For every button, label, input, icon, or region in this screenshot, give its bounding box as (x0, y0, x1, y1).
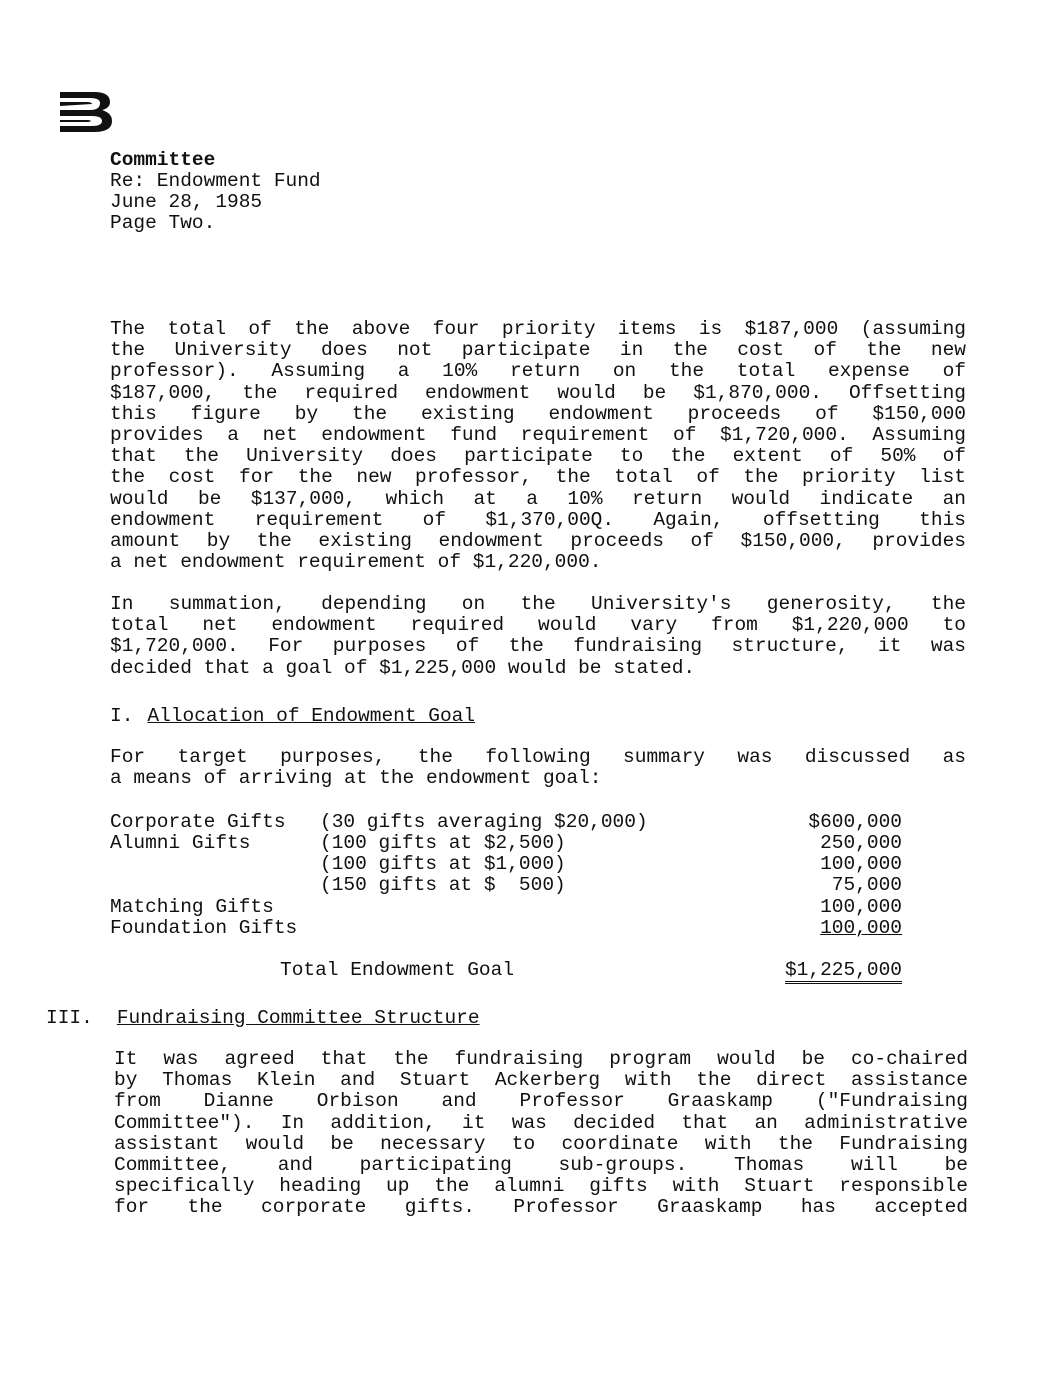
table-row-label: Foundation Gifts (110, 917, 298, 939)
table-row-label: Matching Gifts (110, 896, 274, 918)
text-line: that the University does participate to the extent of 50% of (110, 446, 966, 468)
table-row-amount: $600,000 (808, 811, 902, 833)
text-line: for the corporate gifts. Professor Graaskamp has accepted (114, 1197, 968, 1219)
paragraph-fundraising-structure (114, 1049, 968, 1219)
table-row-amount (762, 917, 902, 939)
section-title: Allocation of Endowment Goal (147, 705, 476, 727)
text-line: It was agreed that the fundraising program would be co-chaired (114, 1049, 968, 1070)
total-amount-value: $1,225,000 (785, 959, 902, 984)
section-number: III. (46, 1007, 93, 1029)
text-line: from Dianne Orbison and Professor Graaskamp ("Fundraising (114, 1091, 968, 1113)
text-line: Committee"). In addition, it was decided that an administrative (114, 1112, 968, 1134)
paragraph-summation (110, 594, 966, 679)
table-row-detail: (100 gifts at $2,500) (320, 832, 566, 854)
text-segment: would be stated. (496, 657, 696, 679)
text-line: amount by the existing endowment proceeds of $150,000, provides (110, 530, 966, 552)
text-line: this figure by the existing endowment proceeds of $150,000 (110, 403, 966, 425)
text-line: a net endowment requirement of $1,220,000. (110, 552, 602, 574)
table-row-detail: (100 gifts at $1,000) (320, 853, 566, 875)
section-title: Fundraising Committee Structure (116, 1007, 480, 1029)
section-heading-allocation (110, 705, 475, 727)
text-line: The total of the above four priority items is $187,000 (assuming (110, 319, 966, 340)
text-line: $1,720,000. For purposes of the fundraising structure, it was (110, 636, 966, 658)
text-line: by Thomas Klein and Stuart Ackerberg with the direct assistance (114, 1070, 968, 1092)
header-page: Page Two. (110, 212, 216, 234)
table-row-detail: (30 gifts averaging $20,000) (320, 811, 648, 833)
total-label: Total Endowment Goal (280, 959, 515, 981)
text-line: endowment requirement of $1,370,00Q. Again, offsetting this (110, 509, 966, 531)
text-line: specifically heading up the alumni gifts with Stuart responsible (114, 1176, 968, 1198)
header-subject: Re: Endowment Fund (110, 170, 321, 192)
amount-underlined: 100,000 (820, 917, 902, 939)
text-line: total net endowment required would vary from $1,220,000 to (110, 615, 966, 637)
text-line: the cost for the new professor, the total of the priority list (110, 467, 966, 489)
letterhead-logo-icon (58, 88, 114, 134)
table-row-amount: 75,000 (831, 874, 902, 896)
text-line: would be $137,000, which at a 10% return would indicate an (110, 488, 966, 510)
text-line (110, 658, 966, 679)
table-row-amount: 100,000 (820, 896, 902, 918)
text-line: the University does not participate in the cost of the new (110, 340, 966, 362)
section-number: I. (110, 705, 134, 727)
text-line: provides a net endowment fund requirement of $1,720,000. Assuming (110, 424, 966, 446)
header-recipient: Committee (110, 149, 216, 171)
paragraph-target-purposes (110, 747, 966, 789)
table-row-label: Corporate Gifts (110, 811, 286, 833)
total-amount (762, 959, 902, 981)
table-row-amount: 100,000 (820, 853, 902, 875)
text-line: $187,000, the required endowment would be $1,870,000. Offsetting (110, 382, 966, 404)
text-line: a means of arriving at the endowment goal: (110, 768, 602, 790)
text-line: For target purposes, the following summary was discussed as (110, 747, 966, 768)
table-row-detail: (150 gifts at $ 500) (320, 874, 566, 896)
memo-header (110, 150, 321, 234)
header-date: June 28, 1985 (110, 191, 263, 213)
paragraph-priority-totals (110, 319, 966, 573)
text-line: assistant would be necessary to coordinate with the Fundraising (114, 1133, 968, 1155)
text-line: Committee, and participating sub-groups. Thomas will be (114, 1154, 968, 1176)
section-heading-structure (46, 1007, 480, 1029)
table-row-label: Alumni Gifts (110, 832, 251, 854)
text-line: In summation, depending on the University's generosity, the (110, 594, 966, 615)
table-row-amount: 250,000 (820, 832, 902, 854)
goal-amount-underlined: $1,225,000 (379, 658, 496, 679)
text-segment: decided that a goal of (110, 657, 380, 679)
text-line: professor). Assuming a 10% return on the total expense of (110, 361, 966, 383)
